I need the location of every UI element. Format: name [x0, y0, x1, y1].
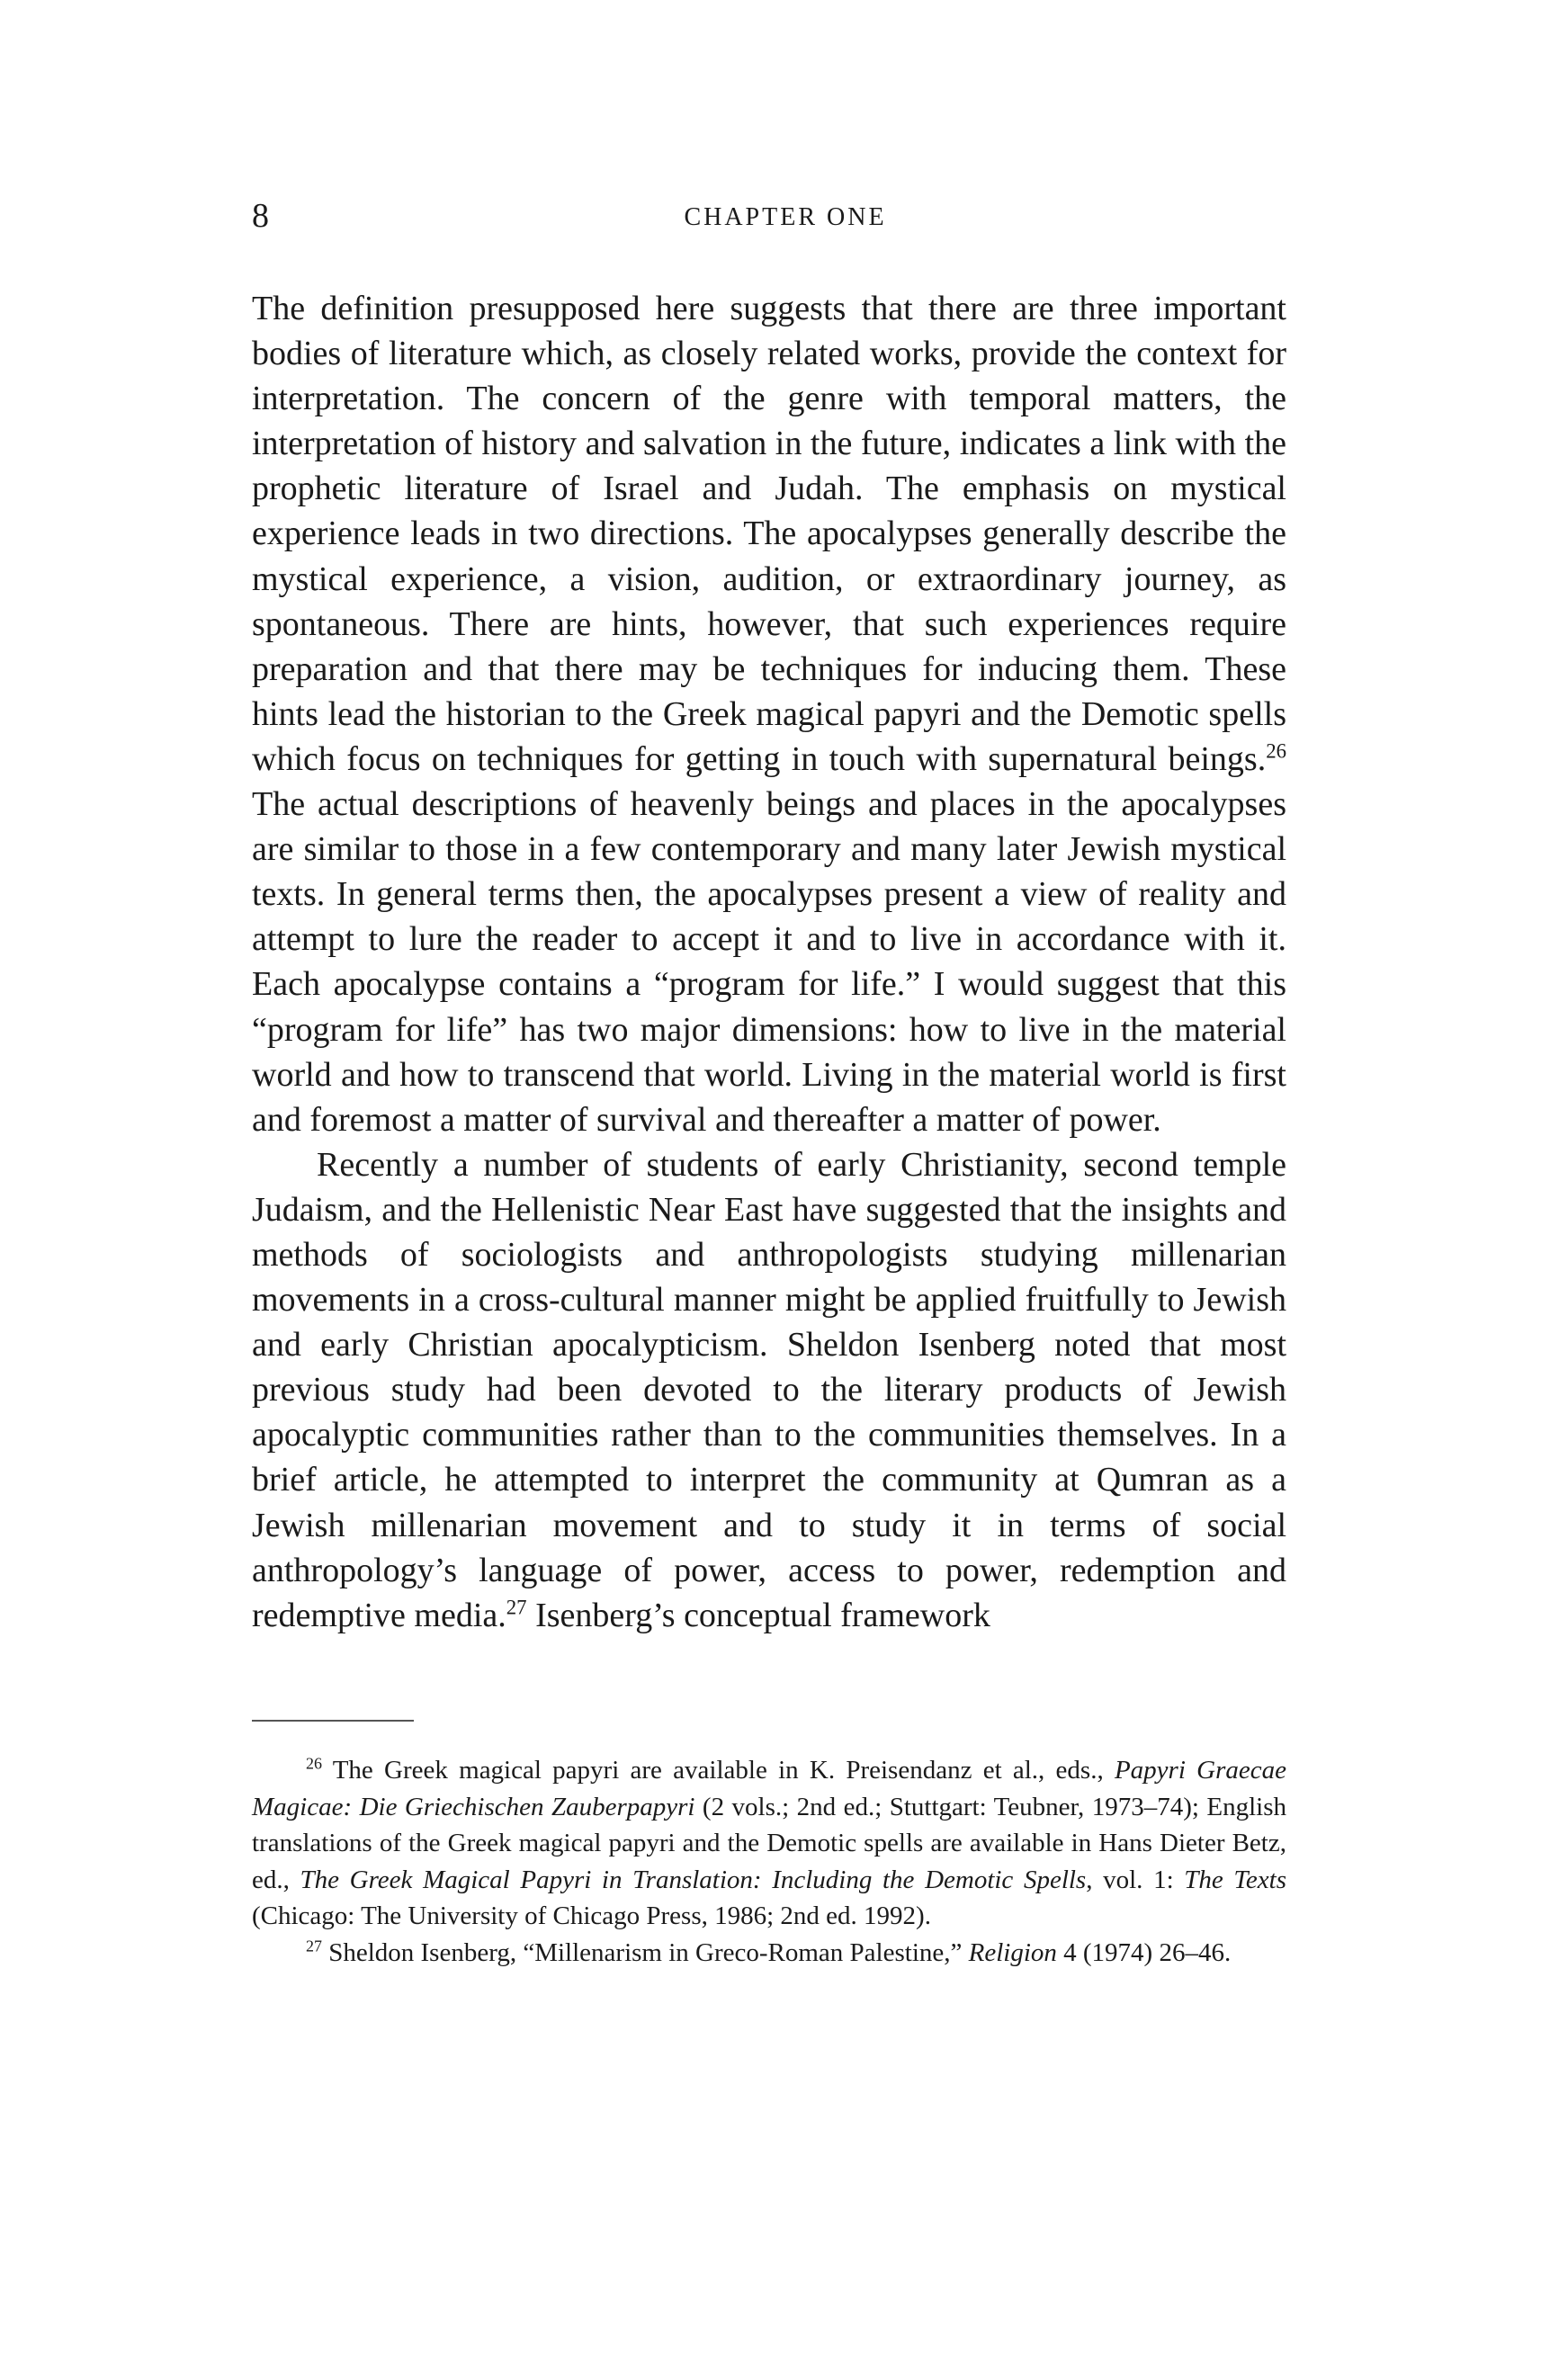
footnote-27-text-2: 4 (1974) 26–46.: [1056, 1937, 1232, 1967]
footnote-26-title-2: The Greek Magical Papyri in Translation: Including the Demotic Spells: [300, 1865, 1087, 1894]
footnote-26-title-3: The Texts: [1184, 1865, 1286, 1894]
footnote-27-text-1: Sheldon Isenberg, “Millenarism in Greco-Roman Palestine,”: [321, 1937, 969, 1967]
footnote-26-title-1: Papyri Graecae Magicae: Die Griechischen Zauberpapyri: [252, 1756, 1286, 1821]
footnote-27-number: 27: [306, 1936, 322, 1955]
footnote-26: [252, 1752, 1286, 1935]
body-text: [252, 286, 1286, 1638]
footnote-26-text-4: (Chicago: The University of Chicago Press, 1986; 2nd ed. 1992).: [252, 1901, 931, 1930]
footnote-27: [252, 1935, 1286, 1972]
footnote-26-text-1: The Greek magical papyri are available in K. Preisendanz et al., eds.,: [321, 1756, 1115, 1785]
paragraph-1: [252, 286, 1286, 1142]
footnote-26-number: 26: [306, 1754, 322, 1773]
footnote-26-text-2: (2 vols.; 2nd ed.; Stuttgart: Teubner, 1973–74); English translations of the Greek magical papyri and the Demotic spells are available in Hans Dieter Betz, ed.,: [252, 1792, 1286, 1894]
paragraph-1-text-a: The definition presupposed here suggests that there are three important bodies of literature which, as closely related works, provide the context for interpretation. The concern of the genre with temporal matters, the interpretation of history and salvation in the future, indicates a link with the prophetic literature of Israel and Judah. The emphasis on mystical experience leads in two directions. The apocalypses generally describe the mystical experience, a vision, audition, or extraordinary journey, as spontaneous. There are hints, however, that such experiences require preparation and that there may be techniques for inducing them. These hints lead the historian to the Greek magical papyri and the Demotic spells which focus on techniques for getting in touch with supernatural beings.: [252, 290, 1286, 778]
footnote-ref-27: 27: [506, 1596, 527, 1619]
footnote-ref-26: 26: [1266, 739, 1286, 763]
footnote-26-text-3: , vol. 1:: [1086, 1865, 1185, 1894]
footnotes: [252, 1752, 1286, 1971]
page-header: [252, 196, 1286, 236]
footnote-27-journal: Religion: [968, 1937, 1057, 1967]
paragraph-2: [252, 1142, 1286, 1638]
footnote-divider: [252, 1720, 414, 1722]
paragraph-2-text-b: Isenberg’s conceptual framework: [526, 1596, 990, 1634]
page-number: 8: [252, 197, 269, 235]
running-head: CHAPTER ONE: [684, 203, 887, 231]
paragraph-1-text-b: The actual descriptions of heavenly beings and places in the apocalypses are similar to those in a few contemporary and many later Jewish mystical texts. In general terms then, the apocalypses present a view of reality and attempt to lure the reader to accept it and to live in accordance with it. Each apocalypse contains a “program for life.” I would suggest that this “program for life” has two major dimensions: how to live in the material world and how to transcend that world. Living in the material world is first and foremost a matter of survival and thereafter a matter of power.: [252, 785, 1286, 1139]
paragraph-2-text-a: Recently a number of students of early Christianity, second temple Judaism, and the Hellenistic Near East have suggested that the insights and methods of sociologists and anthropologists studying millenarian movements in a cross-cultural manner might be applied fruitfully to Jewish and early Christian apocalypticism. Sheldon Isenberg noted that most previous study had been devoted to the literary products of Jewish apocalyptic communities rather than to the communities themselves. In a brief article, he attempted to interpret the community at Qumran as a Jewish millenarian movement and to study it in terms of social anthropology’s language of power, access to power, redemption and redemptive media.: [252, 1145, 1286, 1634]
